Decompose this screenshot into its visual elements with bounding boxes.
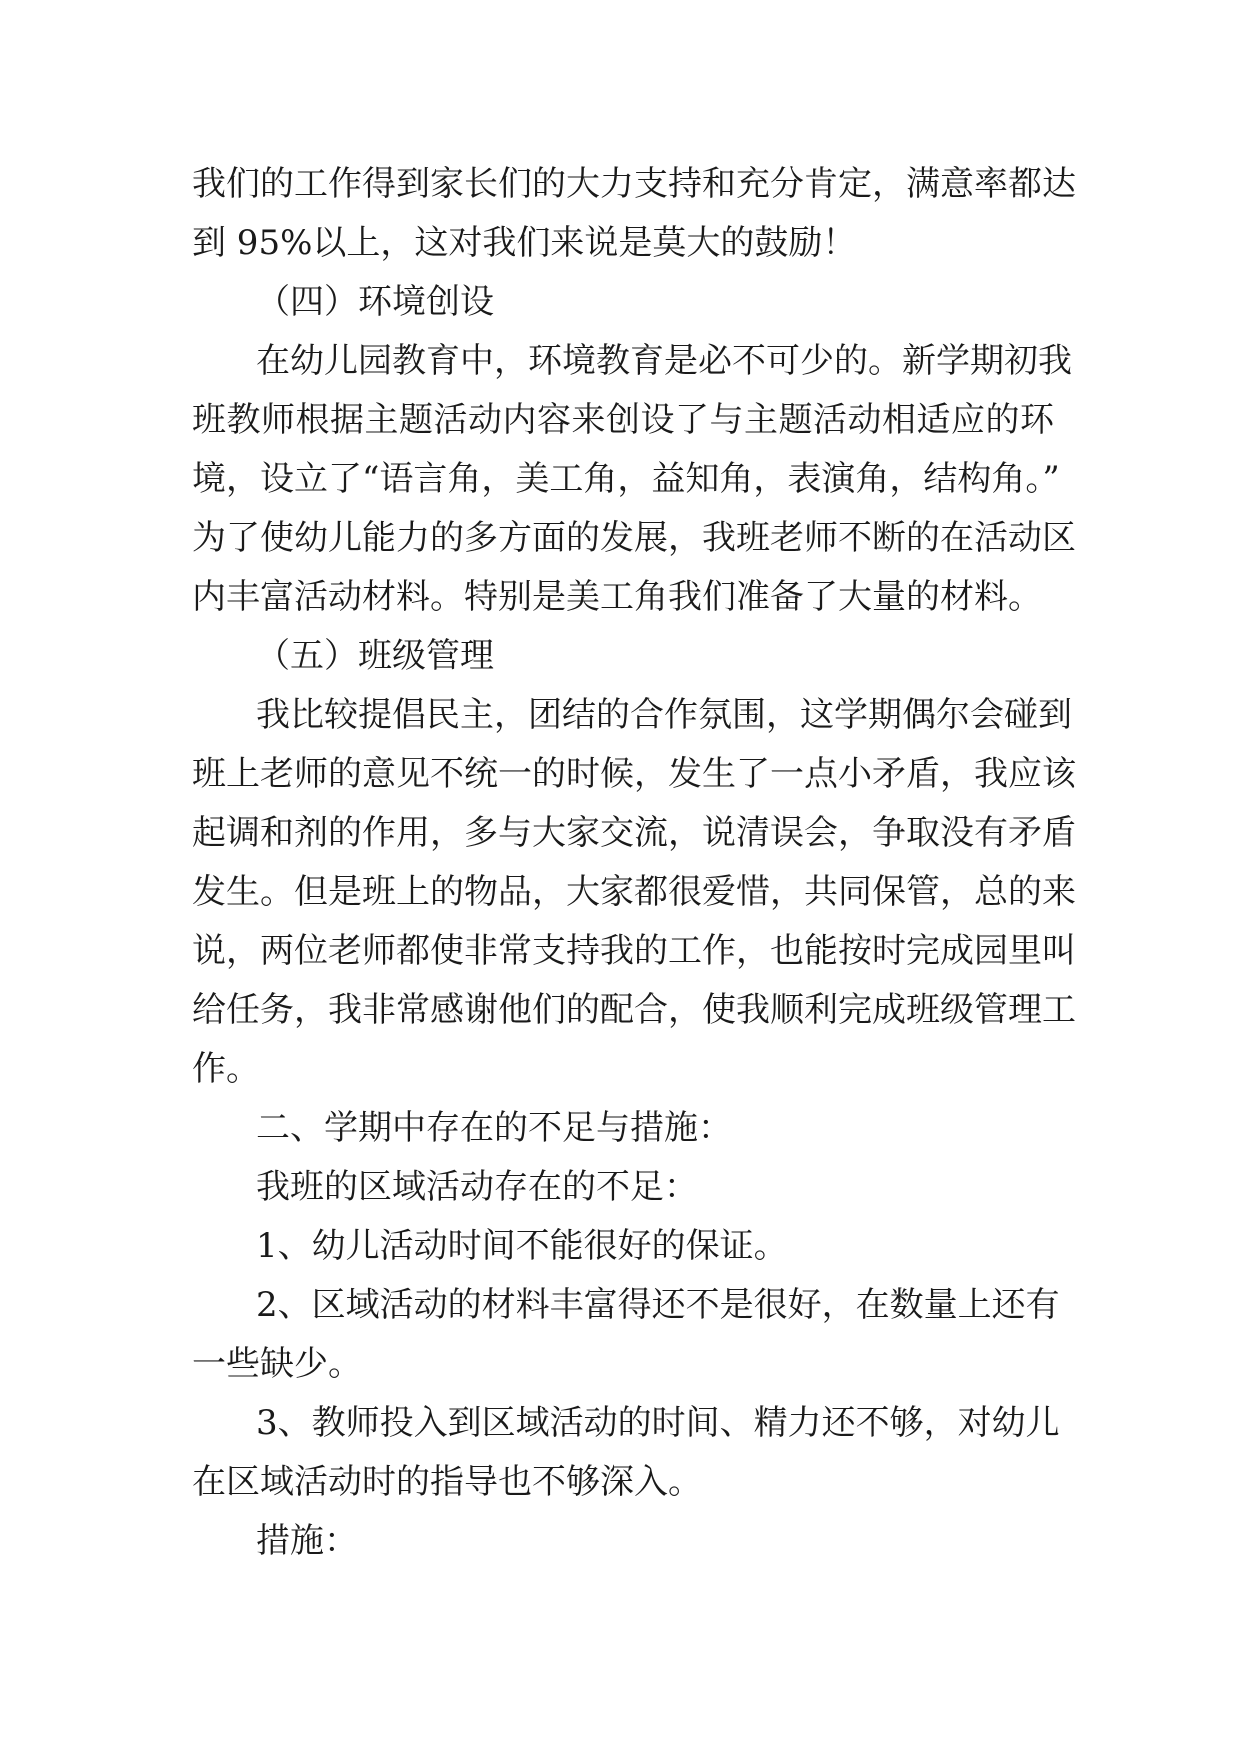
- text-line: 我比较提倡民主，团结的合作氛围，这学期偶尔会碰到: [256, 695, 1072, 735]
- text-line: 作。: [192, 1049, 260, 1089]
- document-body: [192, 155, 1076, 1571]
- section-heading: （五）班级管理: [256, 636, 494, 676]
- list-item: 3、教师投入到区域活动的时间、精力还不够，对幼儿: [256, 1403, 1060, 1443]
- text-line: 境，设立了“语言角，美工角，益知角，表演角，结构角。”: [192, 459, 1060, 499]
- text-line: 到 95%以上，这对我们来说是莫大的鼓励！: [192, 223, 857, 263]
- section-heading: 二、学期中存在的不足与措施：: [256, 1108, 732, 1148]
- list-item: 2、区域活动的材料丰富得还不是很好，在数量上还有: [256, 1285, 1060, 1325]
- text-line: 一些缺少。: [192, 1344, 362, 1384]
- section-heading: （四）环境创设: [256, 282, 494, 322]
- text-line: 在幼儿园教育中，环境教育是必不可少的。新学期初我: [256, 341, 1072, 381]
- text-line: 为了使幼儿能力的多方面的发展，我班老师不断的在活动区: [192, 518, 1076, 558]
- text-line: 发生。但是班上的物品，大家都很爱惜，共同保管，总的来: [192, 872, 1076, 912]
- text-line: 内丰富活动材料。特别是美工角我们准备了大量的材料。: [192, 577, 1042, 617]
- list-item: 1、幼儿活动时间不能很好的保证。: [256, 1226, 788, 1266]
- text-line: 班教师根据主题活动内容来创设了与主题活动相适应的环: [192, 400, 1054, 440]
- text-line: 给任务，我非常感谢他们的配合，使我顺利完成班级管理工: [192, 990, 1076, 1030]
- text-line: 在区域活动时的指导也不够深入。: [192, 1462, 702, 1502]
- text-line: 我们的工作得到家长们的大力支持和充分肯定，满意率都达: [192, 164, 1076, 204]
- text-line: 起调和剂的作用，多与大家交流，说清误会，争取没有矛盾: [192, 813, 1076, 853]
- text-line: 说，两位老师都使非常支持我的工作，也能按时完成园里叫: [192, 931, 1076, 971]
- text-line: 措施：: [256, 1521, 358, 1561]
- text-line: 班上老师的意见不统一的时候，发生了一点小矛盾，我应该: [192, 754, 1076, 794]
- text-line: 我班的区域活动存在的不足：: [256, 1167, 698, 1207]
